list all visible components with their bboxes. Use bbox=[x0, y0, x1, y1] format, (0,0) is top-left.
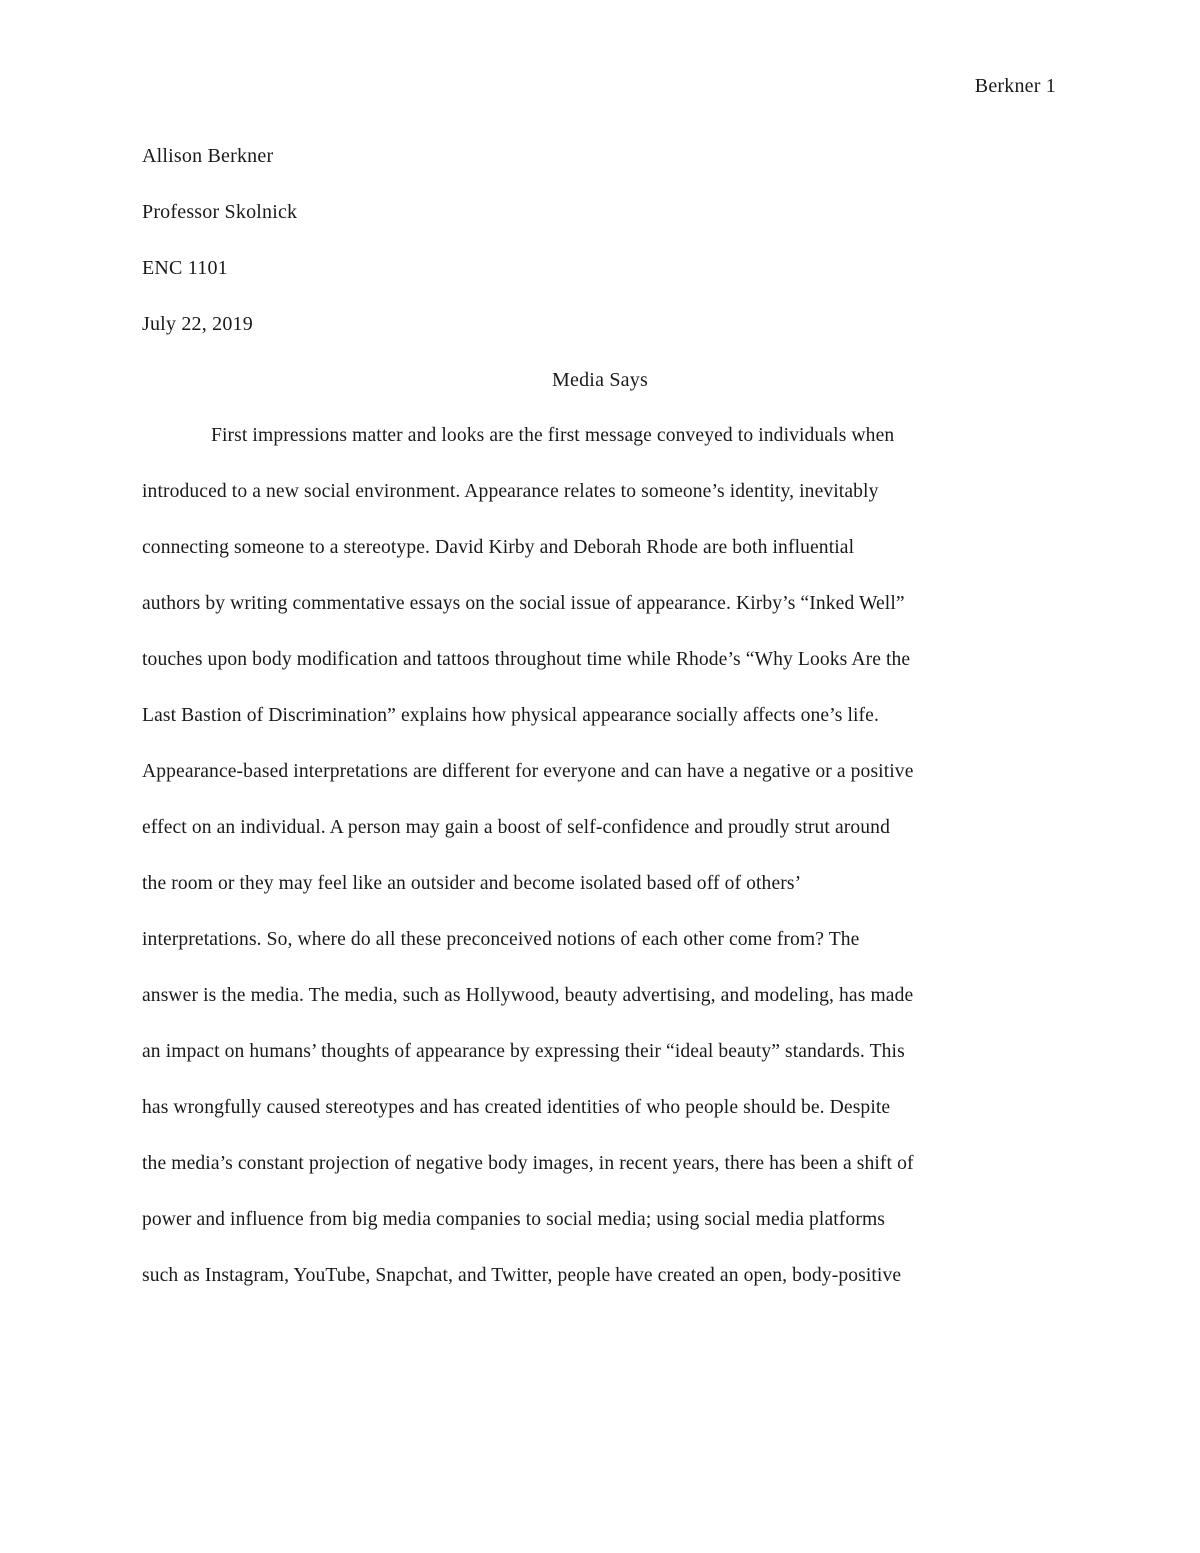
body-line: effect on an individual. A person may gain a boost of self-confidence and proudly strut around bbox=[142, 817, 890, 838]
essay-title: Media Says bbox=[552, 369, 648, 391]
mla-heading bbox=[142, 142, 1058, 366]
body-line: connecting someone to a stereotype. David Kirby and Deborah Rhode are both influential bbox=[142, 537, 855, 558]
body-line: Appearance-based interpretations are different for everyone and can have a negative or a positive bbox=[142, 761, 914, 782]
body-line: answer is the media. The media, such as Hollywood, beauty advertising, and modeling, has made bbox=[142, 985, 914, 1006]
running-head: Berkner 1 bbox=[974, 75, 1056, 97]
body-line: power and influence from big media companies to social media; using social media platforms bbox=[142, 1209, 886, 1230]
essay-date: July 22, 2019 bbox=[142, 313, 253, 335]
instructor-name: Professor Skolnick bbox=[142, 201, 298, 223]
body-line: the room or they may feel like an outsider and become isolated based off of others’ bbox=[142, 873, 802, 894]
body-line: the media’s constant projection of negative body images, in recent years, there has been a shift of bbox=[142, 1153, 914, 1174]
body-line: introduced to a new social environment. Appearance relates to someone’s identity, inevitably bbox=[142, 481, 879, 502]
course-name: ENC 1101 bbox=[142, 257, 228, 279]
body-line: authors by writing commentative essays on the social issue of appearance. Kirby’s “Inked Well” bbox=[142, 593, 905, 614]
essay-body bbox=[142, 422, 1058, 1318]
body-line: such as Instagram, YouTube, Snapchat, and Twitter, people have created an open, body-positive bbox=[142, 1265, 902, 1286]
body-line: an impact on humans’ thoughts of appearance by expressing their “ideal beauty” standards. This bbox=[142, 1041, 905, 1062]
body-line: has wrongfully caused stereotypes and has created identities of who people should be. Despite bbox=[142, 1097, 891, 1118]
body-line: Last Bastion of Discrimination” explains how physical appearance socially affects one’s life. bbox=[142, 705, 879, 726]
author-name: Allison Berkner bbox=[142, 145, 274, 167]
body-line: touches upon body modification and tattoos throughout time while Rhode’s “Why Looks Are the bbox=[142, 649, 911, 670]
body-line: First impressions matter and looks are the first message conveyed to individuals when bbox=[211, 425, 895, 446]
body-line: interpretations. So, where do all these preconceived notions of each other come from? The bbox=[142, 929, 860, 950]
